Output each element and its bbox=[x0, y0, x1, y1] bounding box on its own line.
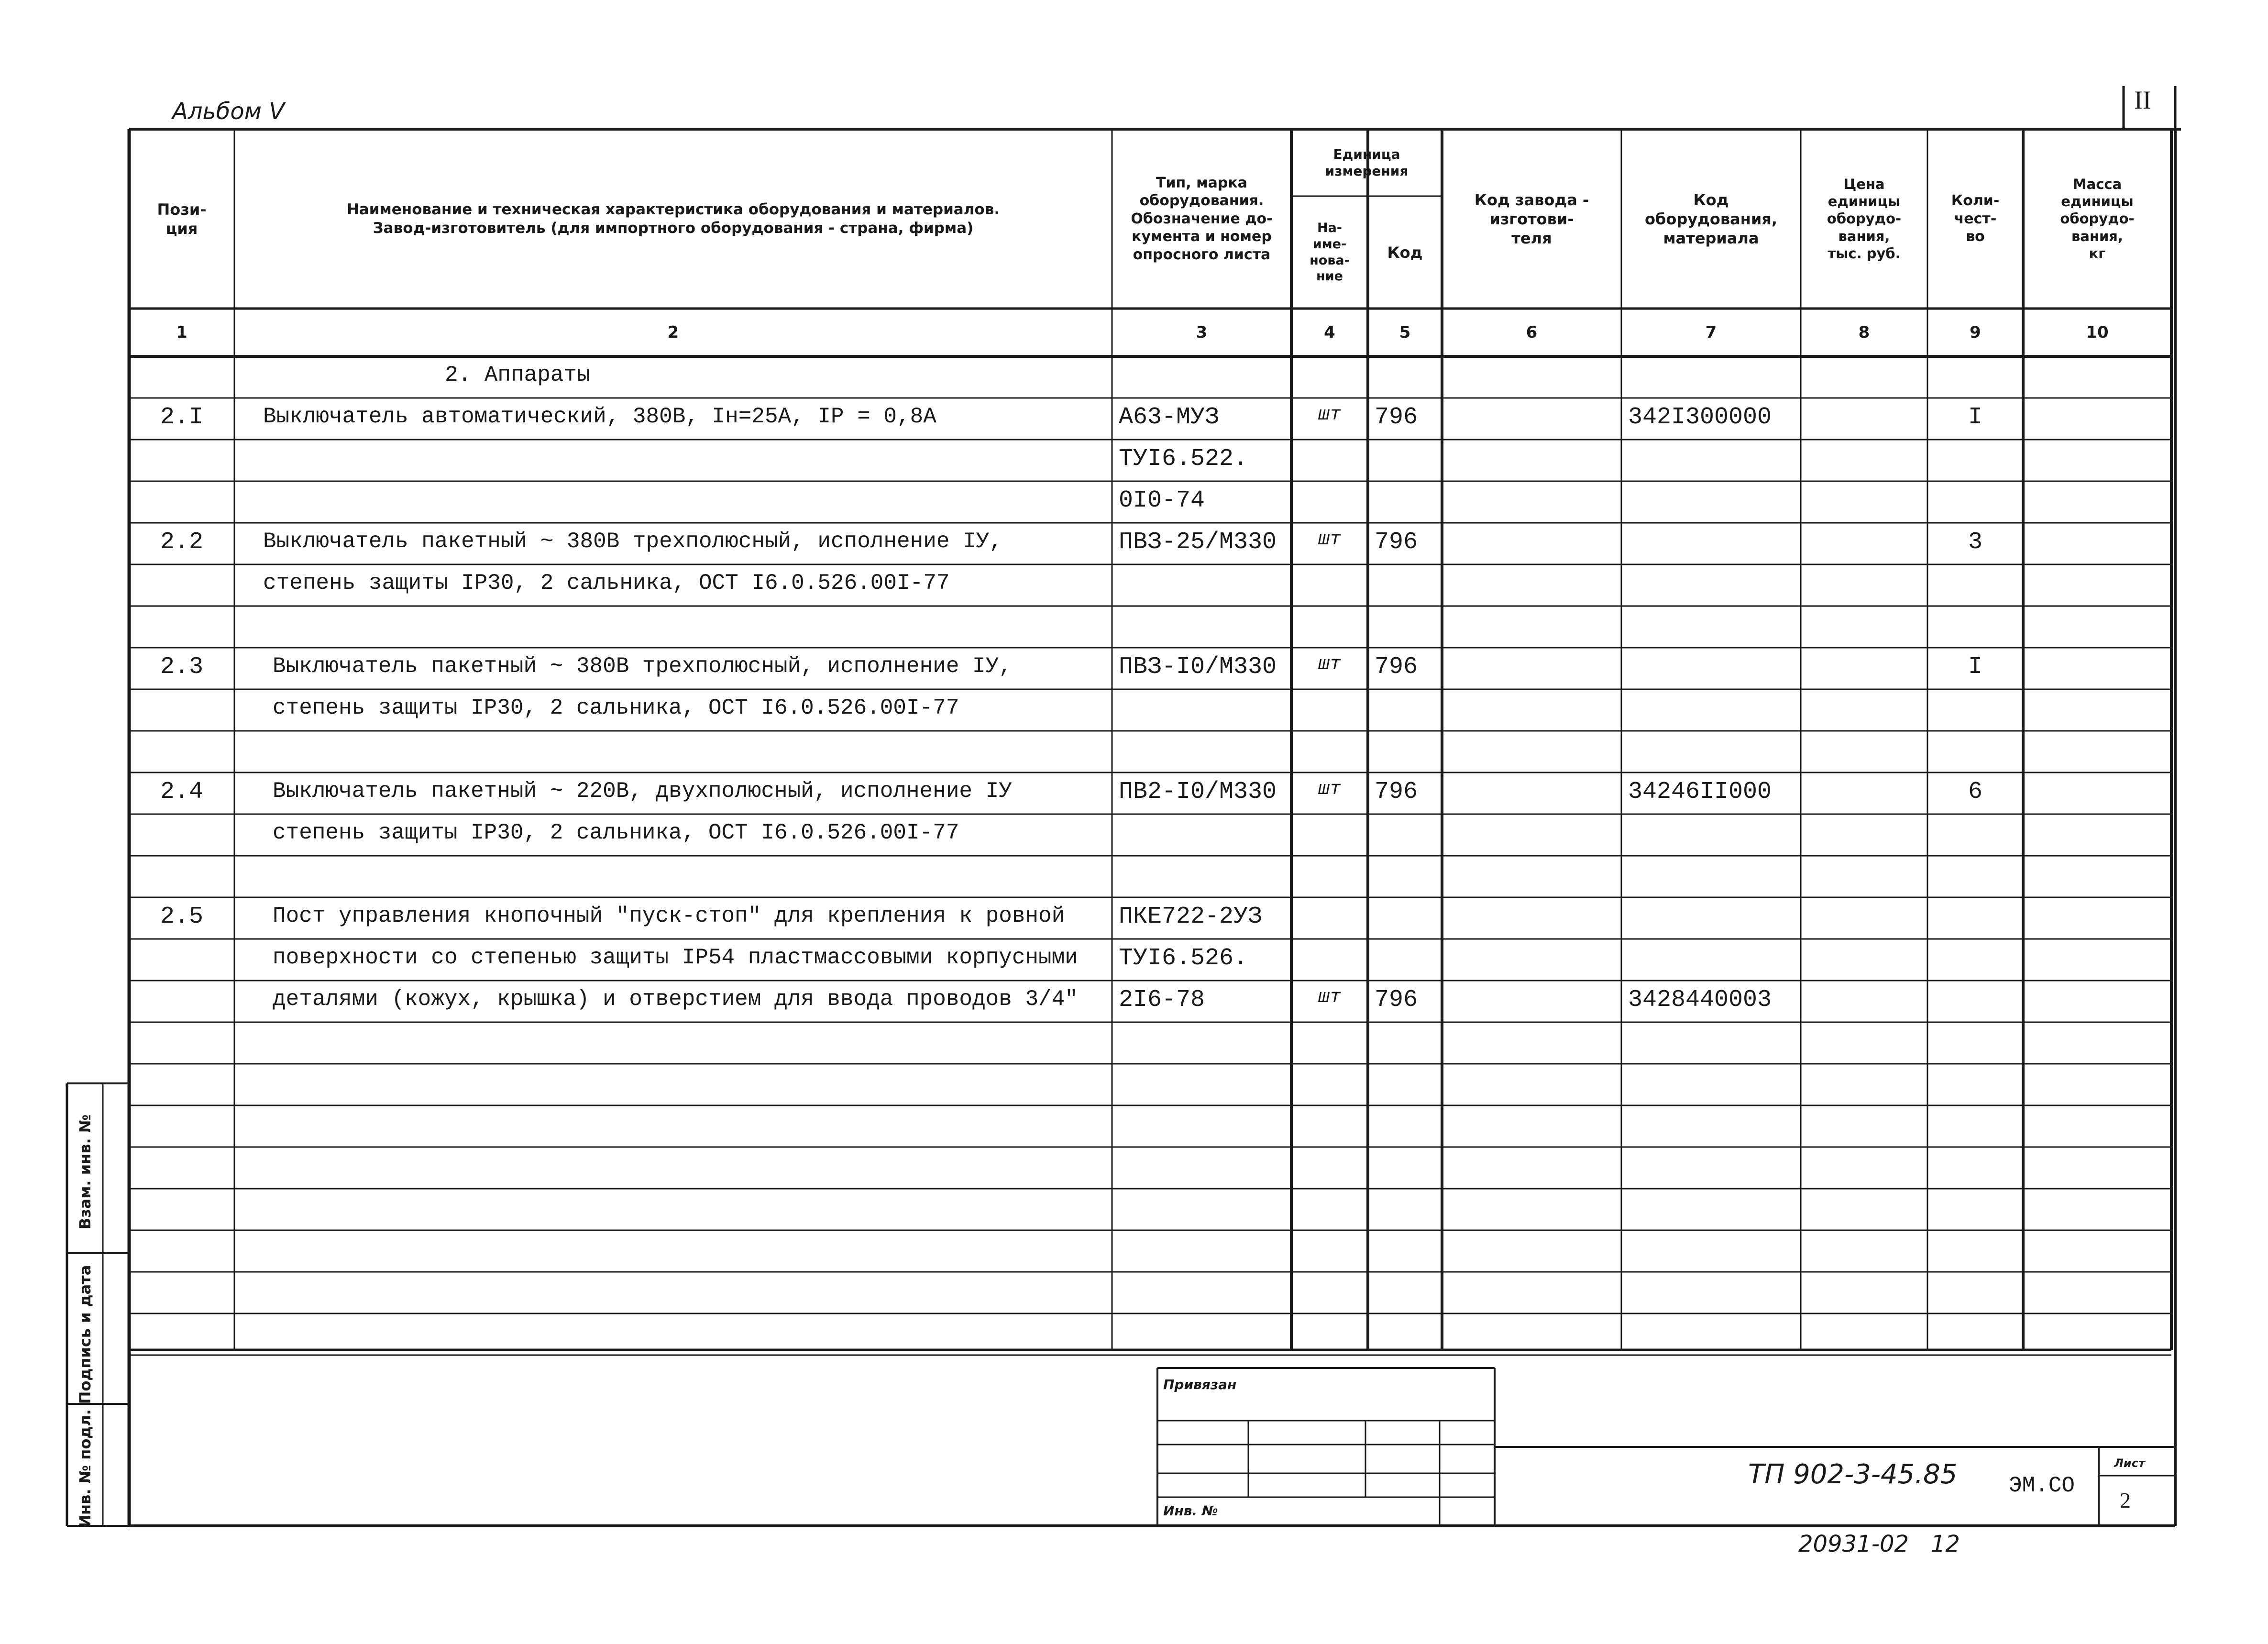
cell-name: Выключатель автоматический, 380В, Iн=25А, IР = 0,8А bbox=[263, 404, 936, 429]
cell-pos: 2.2 bbox=[160, 529, 203, 556]
cell-unit: шт bbox=[1318, 404, 1341, 426]
side-label-podpis: Подпись и дата bbox=[76, 1265, 94, 1404]
album-label: Альбом V bbox=[172, 98, 285, 125]
stamp-inv-no: Инв. № bbox=[1163, 1503, 1218, 1519]
column-number-4: 4 bbox=[1324, 323, 1335, 342]
cell-type: ПКЕ722-2УЗ bbox=[1119, 903, 1263, 930]
column-number-7: 7 bbox=[1705, 323, 1717, 342]
stamp-privyazan: Привязан bbox=[1163, 1377, 1237, 1392]
cell-name: деталями (кожух, крышка) и отверстием для ввода проводов 3/4" bbox=[273, 987, 1078, 1012]
cell-ucode: 796 bbox=[1375, 986, 1418, 1014]
column-number-9: 9 bbox=[1970, 323, 1981, 342]
cell-name: степень защиты IР30, 2 сальника, ОСТ I6.0.526.00I-77 bbox=[263, 571, 950, 596]
cell-type: А63-МУЗ bbox=[1119, 404, 1220, 431]
sheet-number: 2 bbox=[2120, 1488, 2131, 1512]
cell-name: Выключатель пакетный ~ 220В, двухполюсный, исполнение IУ bbox=[273, 779, 1012, 804]
header-price-text: Цена единицы оборудо- вания, тыс. руб. bbox=[1827, 176, 1902, 262]
cell-ecode: 3428440003 bbox=[1628, 986, 1772, 1014]
cell-name: Выключатель пакетный ~ 380В трехполюсный, исполнение IУ, bbox=[273, 654, 1012, 679]
cell-name: поверхности со степенью защиты IР54 пластмассовыми корпусными bbox=[273, 945, 1078, 970]
header-qty-text: Коли- чест- во bbox=[1951, 192, 2000, 245]
cell-name: Пост управления кнопочный "пуск-стоп" для крепления к ровной bbox=[273, 904, 1065, 928]
cell-pos: 2.4 bbox=[160, 778, 203, 805]
cell-ecode: 342I300000 bbox=[1628, 404, 1772, 431]
cell-type: ПВЗ-I0/М330 bbox=[1119, 653, 1277, 681]
cell-name: степень защиты IР30, 2 сальника, ОСТ I6.0.526.00I-77 bbox=[273, 820, 959, 845]
header-factory-code bbox=[1442, 129, 1621, 309]
footer-note: 20931-02 12 bbox=[1798, 1531, 1960, 1557]
cell-pos: 2.5 bbox=[160, 903, 203, 930]
sheet-label: Лист bbox=[2114, 1456, 2145, 1470]
cell-type: ТУI6.526. bbox=[1119, 945, 1248, 972]
cell-unit: шт bbox=[1318, 987, 1341, 1008]
header-unit-name-text: На- име- нова- ние bbox=[1310, 221, 1350, 284]
cell-name: Выключатель пакетный ~ 380В трехполюсный, исполнение IУ, bbox=[263, 529, 1002, 554]
cell-unit: шт bbox=[1318, 779, 1341, 800]
cell-ecode: 34246II000 bbox=[1628, 778, 1772, 805]
column-number-8: 8 bbox=[1858, 323, 1870, 342]
cell-name: степень защиты IР30, 2 сальника, ОСТ I6.0.526.00I-77 bbox=[273, 695, 959, 720]
cell-ucode: 796 bbox=[1375, 404, 1418, 431]
header-mass-text: Масса единицы оборудо- вания, кг bbox=[2060, 176, 2135, 262]
cell-ucode: 796 bbox=[1375, 778, 1418, 805]
cell-unit: шт bbox=[1318, 654, 1341, 675]
header-equip-code-text: Код оборудования, материала bbox=[1645, 190, 1777, 247]
document-suffix: ЭМ.СО bbox=[2009, 1473, 2075, 1498]
cell-unit: шт bbox=[1318, 529, 1341, 551]
cell-ucode: 796 bbox=[1375, 529, 1418, 556]
cell-qty: 6 bbox=[1968, 778, 1982, 805]
header-type bbox=[1112, 129, 1291, 309]
header-factory-code-text: Код завода - изготови- теля bbox=[1474, 190, 1589, 247]
column-number-2: 2 bbox=[667, 323, 679, 342]
header-price bbox=[1801, 129, 1927, 309]
cell-type: 0I0-74 bbox=[1119, 487, 1205, 514]
side-label-vzam: Взам. инв. № bbox=[76, 1114, 94, 1230]
header-mass bbox=[2023, 129, 2171, 309]
header-type-text: Тип, марка оборудования. Обозначение до- кумента и номер опросного листа bbox=[1131, 174, 1273, 263]
cell-ucode: 796 bbox=[1375, 653, 1418, 681]
column-number-6: 6 bbox=[1526, 323, 1538, 342]
header-equip-code bbox=[1621, 129, 1801, 309]
header-qty bbox=[1927, 129, 2023, 309]
cell-type: ПВЗ-25/М330 bbox=[1119, 529, 1277, 556]
cell-qty: I bbox=[1968, 653, 1982, 681]
header-pos bbox=[129, 129, 234, 309]
column-number-5: 5 bbox=[1399, 323, 1411, 342]
header-name-text: Наименование и техническая характеристика оборудования и материалов. Завод-изготовитель (для импортного оборудования - страна, фирма) bbox=[346, 200, 1000, 237]
cell-pos: 2.3 bbox=[160, 653, 203, 681]
column-number-1: 1 bbox=[176, 323, 187, 342]
page-corner-number: II bbox=[2134, 86, 2151, 114]
cell-pos: 2.I bbox=[160, 404, 203, 431]
header-unit-group-text: Единица измерения bbox=[1325, 146, 1409, 179]
cell-type: ТУI6.522. bbox=[1119, 445, 1248, 473]
header-unit-name bbox=[1291, 196, 1368, 309]
header-unit-group bbox=[1291, 129, 1442, 196]
header-pos-text: Пози- ция bbox=[157, 200, 207, 238]
cell-qty: I bbox=[1968, 404, 1982, 431]
side-label-inv-podl: Инв. № подл. bbox=[76, 1409, 94, 1528]
document-code: ТП 902-3-45.85 bbox=[1748, 1459, 1958, 1490]
header-unit-code bbox=[1368, 196, 1442, 309]
cell-name: 2. Аппараты bbox=[445, 363, 590, 387]
cell-qty: 3 bbox=[1968, 529, 1982, 556]
column-number-10: 10 bbox=[2086, 323, 2109, 342]
header-name bbox=[234, 129, 1112, 309]
cell-type: ПВ2-I0/М330 bbox=[1119, 778, 1277, 805]
header-unit-code-text: Код bbox=[1387, 243, 1423, 262]
cell-type: 2I6-78 bbox=[1119, 986, 1205, 1014]
column-number-3: 3 bbox=[1196, 323, 1208, 342]
